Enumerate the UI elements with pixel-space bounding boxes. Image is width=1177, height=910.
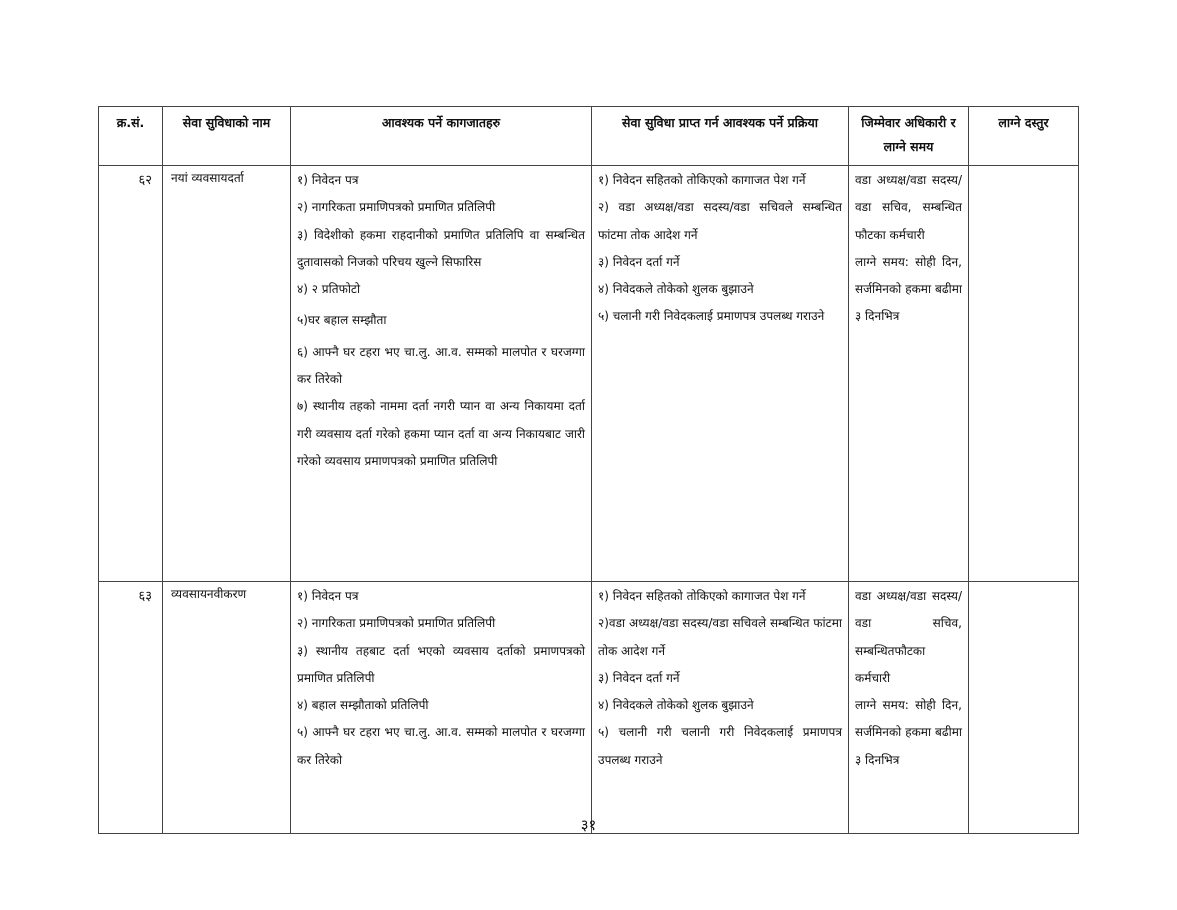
process-step: ५) चलानी गरी चलानी गरी निवेदकलाई प्रमाणपत्र उपलब्ध गराउने [598, 725, 842, 767]
row-documents [291, 166, 592, 582]
document-item: ४) बहाल सम्झौताको प्रतिलिपी [297, 698, 429, 713]
row-officer-time [849, 582, 969, 834]
row-fee [969, 582, 1079, 834]
service-time: लाग्ने समय: सोही दिन, सर्जमिनको हकमा बढीमा ३ दिनभित्र [855, 698, 962, 767]
process-step: ४) निवेदकले तोकेको शुलक बुझाउने [598, 698, 754, 713]
document-item: ६) आफ्नै घर टहरा भए चा.लु. आ.व. सम्मको मालपोत र घरजग्गा कर तिरेको [297, 344, 585, 387]
row-service-name: व्यवसायनवीकरण [163, 582, 291, 834]
table-row [99, 166, 1079, 582]
document-item: ३) विदेशीको हकमा राहदानीको प्रमाणित प्रतिलिपि वा सम्बन्धित दुतावासको निजको परिचय खुल्ने सिफारिस [297, 227, 585, 269]
row-serial: ६३ [99, 582, 163, 834]
page-number: ३१ [580, 816, 597, 834]
header-service-name: सेवा सुविधाको नाम [163, 107, 291, 166]
service-time: लाग्ने समय: सोही दिन, सर्जमिनको हकमा बढीमा ३ दिनभित्र [855, 254, 962, 324]
document-item: ४) २ प्रतिफोटो [297, 282, 361, 297]
header-officer-time: जिम्मेवार अधिकारी र लाग्ने समय [849, 107, 969, 166]
process-step: ३) निवेदन दर्ता गर्ने [598, 254, 680, 269]
header-serial: क्र.सं. [99, 107, 163, 166]
services-table [98, 106, 1079, 834]
document-item: १) निवेदन पत्र [297, 173, 359, 187]
row-officer-time [849, 166, 969, 582]
header-process: सेवा सुविधा प्राप्त गर्न आवश्यक पर्ने प्रक्रिया [592, 107, 849, 166]
header-fee: लाग्ने दस्तुर [969, 107, 1079, 166]
header-row [99, 107, 1079, 166]
document-item: ५) आफ्नै घर टहरा भए चा.लु. आ.व. सम्मको मालपोत र घरजग्गा कर तिरेको [297, 725, 585, 767]
process-step: ३) निवेदन दर्ता गर्ने [598, 670, 680, 685]
process-step: २) वडा अध्यक्ष/वडा सदस्य/वडा सचिवले सम्बन्धित फांटमा तोक आदेश गर्ने [598, 200, 842, 242]
document-item: २) नागरिकता प्रमाणिपत्रको प्रमाणित प्रतिलिपी [297, 200, 496, 215]
document-item: ७) स्थानीय तहको नाममा दर्ता नगरी प्यान वा अन्य निकायमा दर्ता गरी व्यवसाय दर्ता गरेको हकमा प्यान दर्ता वा अन्य निकायबाट जारी गरेको व्यवसाय प्रमाणपत्रको प्रमाणित प्रतिलिपी [297, 399, 585, 468]
process-step: २)वडा अध्यक्ष/वडा सदस्य/वडा सचिवले सम्बन्धित फांटमा तोक आदेश गर्ने [598, 616, 842, 658]
process-step: ४) निवेदकले तोकेको शुलक बुझाउने [598, 282, 754, 297]
document-item: १) निवेदन पत्र [297, 589, 359, 603]
document-item: ३) स्थानीय तहबाट दर्ता भएको व्यवसाय दर्ताको प्रमाणपत्रको प्रमाणित प्रतिलिपी [297, 643, 585, 685]
responsible-officer: वडा अध्यक्ष/वडा सदस्य/वडा सचिव, सम्बन्धित फौटका कर्मचारी [855, 173, 962, 242]
row-documents [291, 582, 592, 834]
process-step: ५) चलानी गरी निवेदकलाई प्रमाणपत्र उपलब्ध गराउने [598, 309, 825, 324]
process-step: १) निवेदन सहितको तोकिएको कागाजत पेश गर्ने [598, 589, 806, 603]
document-item: ५)घर बहाल सम्झौता [297, 313, 387, 328]
document-item: २) नागरिकता प्रमाणिपत्रको प्रमाणित प्रतिलिपी [297, 616, 496, 631]
responsible-officer: वडा अध्यक्ष/वडा सदस्य/वडा सचिव, सम्बन्धितफौटका कर्मचारी [855, 589, 962, 685]
row-process [592, 166, 849, 582]
row-service-name: नयां व्यवसायदर्ता [163, 166, 291, 582]
row-serial: ६२ [99, 166, 163, 582]
row-process [592, 582, 849, 834]
process-step: १) निवेदन सहितको तोकिएको कागाजत पेश गर्ने [598, 173, 806, 187]
row-fee [969, 166, 1079, 582]
table-row [99, 582, 1079, 834]
header-documents: आवश्यक पर्ने कागजातहरु [291, 107, 592, 166]
